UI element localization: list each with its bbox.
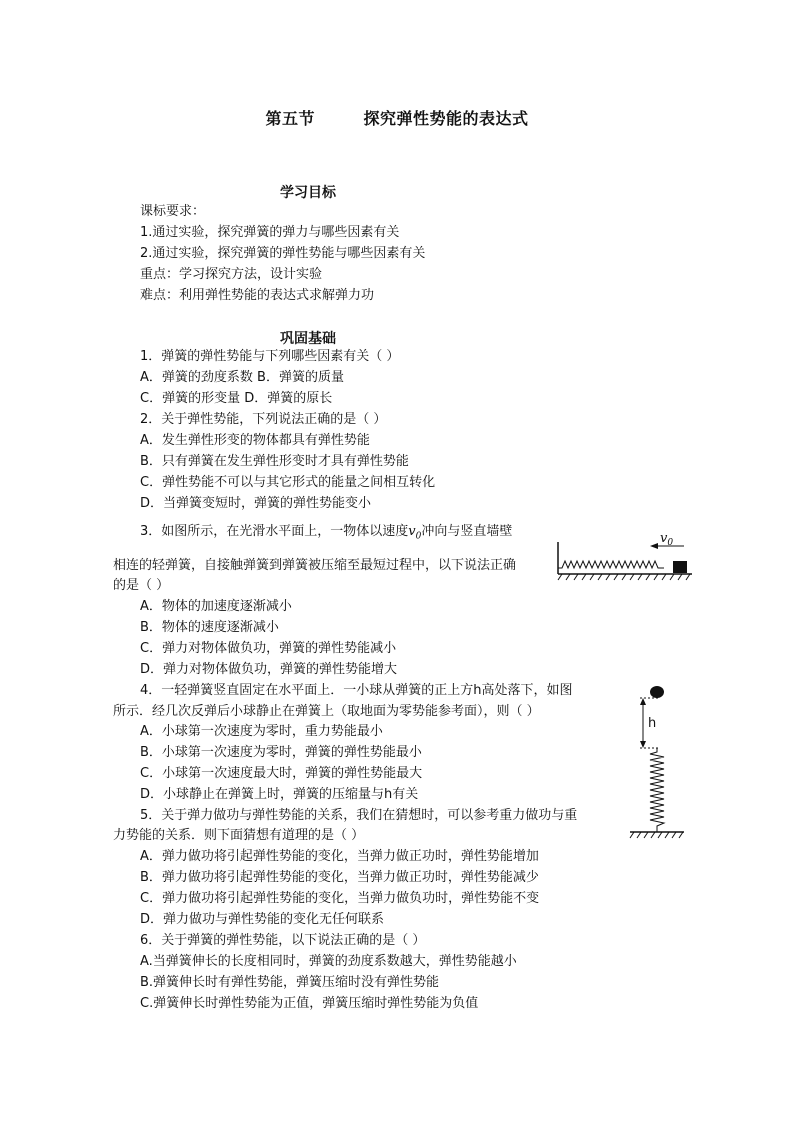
option-line: C．弹簧的形变量 D．弹簧的原长 — [140, 391, 333, 406]
basics-heading: 巩固基础 — [280, 331, 336, 347]
option-line: B．弹力做功将引起弹性势能的变化，当弹力做正功时，弹性势能减少 — [140, 870, 539, 885]
option-line: A.当弹簧伸长的长度相同时，弹簧的劲度系数越大，弹性势能越小 — [140, 954, 517, 969]
vertical-spring-figure — [626, 684, 686, 844]
objective-line: 1.通过实验，探究弹簧的弹力与哪些因素有关 — [140, 225, 400, 240]
q3-text-before: 3．如图所示，在光滑水平面上，一物体以速度 — [140, 524, 409, 539]
spring-coil — [558, 561, 664, 568]
option-line: C．弹力对物体做负功，弹簧的弹性势能减小 — [140, 641, 397, 656]
option-line: A．物体的加速度逐渐减小 — [140, 599, 292, 614]
option-line: D．弹力做功与弹性势能的变化无任何联系 — [140, 912, 385, 927]
option-line: D．弹力对物体做负功，弹簧的弹性势能增大 — [140, 662, 398, 677]
question-3-line-2: 相连的轻弹簧，自接触弹簧到弹簧被压缩至最短过程中，以下说法正确 — [113, 558, 517, 573]
option-line: A．弹力做功将引起弹性势能的变化，当弹力做正功时，弹性势能增加 — [140, 849, 539, 864]
objectives-heading: 学习目标 — [280, 185, 336, 201]
option-line: C.弹簧伸长时弹性势能为正值，弹簧压缩时弹性势能为负值 — [140, 996, 479, 1011]
option-line: B．物体的速度逐渐减小 — [140, 620, 279, 635]
ground-hatching — [630, 832, 683, 838]
v-letter: v — [408, 524, 416, 539]
velocity-symbol — [408, 524, 422, 542]
objective-line: 2.通过实验，探究弹簧的弹性势能与哪些因素有关 — [140, 246, 426, 261]
objective-line: 课标要求： — [140, 204, 206, 219]
block — [673, 561, 687, 573]
option-line: B.弹簧伸长时有弹性势能，弹簧压缩时没有弹性势能 — [140, 975, 440, 990]
arrow-head-up — [640, 698, 646, 705]
horizontal-spring-figure — [552, 528, 697, 584]
option-line: A．发生弹性形变的物体都具有弹性势能 — [140, 433, 370, 448]
question-6-line-1: 6．关于弹簧的弹性势能，以下说法正确的是（ ） — [140, 933, 426, 948]
q3-text-after: 冲向与竖直墙壁 — [421, 524, 513, 539]
option-line: C．弹力做功将引起弹性势能的变化，当弹力做负功时，弹性势能不变 — [140, 891, 540, 906]
question-2: 2．关于弹性势能，下列说法正确的是（ ） — [140, 412, 387, 427]
option-line: D．小球静止在弹簧上时，弹簧的压缩量与h有关 — [140, 787, 419, 802]
question-3-line-1 — [140, 522, 512, 547]
velocity-label: $v_0$ — [660, 531, 674, 548]
option-line: D．当弹簧变短时，弹簧的弹性势能变小 — [140, 496, 372, 511]
page-title: 第五节 探究弹性势能的表达式 — [265, 109, 529, 128]
option-line: B．只有弹簧在发生弹性形变时才具有弹性势能 — [140, 454, 409, 469]
arrow-head-down — [640, 741, 646, 748]
question-4-line-2: 所示．经几次反弹后小球静止在弹簧上（取地面为零势能参考面），则（ ） — [113, 704, 540, 719]
option-line: A．小球第一次速度为零时，重力势能最小 — [140, 724, 383, 739]
objective-line: 重点：学习探究方法，设计实验 — [140, 267, 323, 282]
v-subscript: 0 — [415, 531, 422, 542]
option-line: B．小球第一次速度为零时，弹簧的弹性势能最小 — [140, 745, 422, 760]
option-line: C．弹性势能不可以与其它形式的能量之间相互转化 — [140, 475, 436, 490]
ground-hatching — [558, 574, 690, 580]
objective-line: 难点：利用弹性势能的表达式求解弹力功 — [140, 288, 375, 303]
arrow-head — [650, 543, 658, 549]
question-5-line-2: 力势能的关系．则下面猜想有道理的是（ ） — [113, 828, 365, 843]
question-4-line-1: 4．一轻弹簧竖直固定在水平面上．一小球从弹簧的正上方h高处落下，如图 — [140, 683, 573, 698]
question-5-line-1: 5．关于弹力做功与弹性势能的关系，我们在猜想时，可以参考重力做功与重 — [140, 808, 578, 823]
option-line: A．弹簧的劲度系数 B．弹簧的质量 — [140, 370, 344, 385]
question-1: 1．弹簧的弹性势能与下列哪些因素有关（ ） — [140, 349, 400, 364]
ball — [650, 686, 664, 698]
question-3-line-3: 的是（ ） — [113, 578, 170, 593]
option-line: C．小球第一次速度最大时，弹簧的弹性势能最大 — [140, 766, 423, 781]
spring-coil — [650, 748, 664, 832]
height-label: h — [648, 716, 657, 731]
